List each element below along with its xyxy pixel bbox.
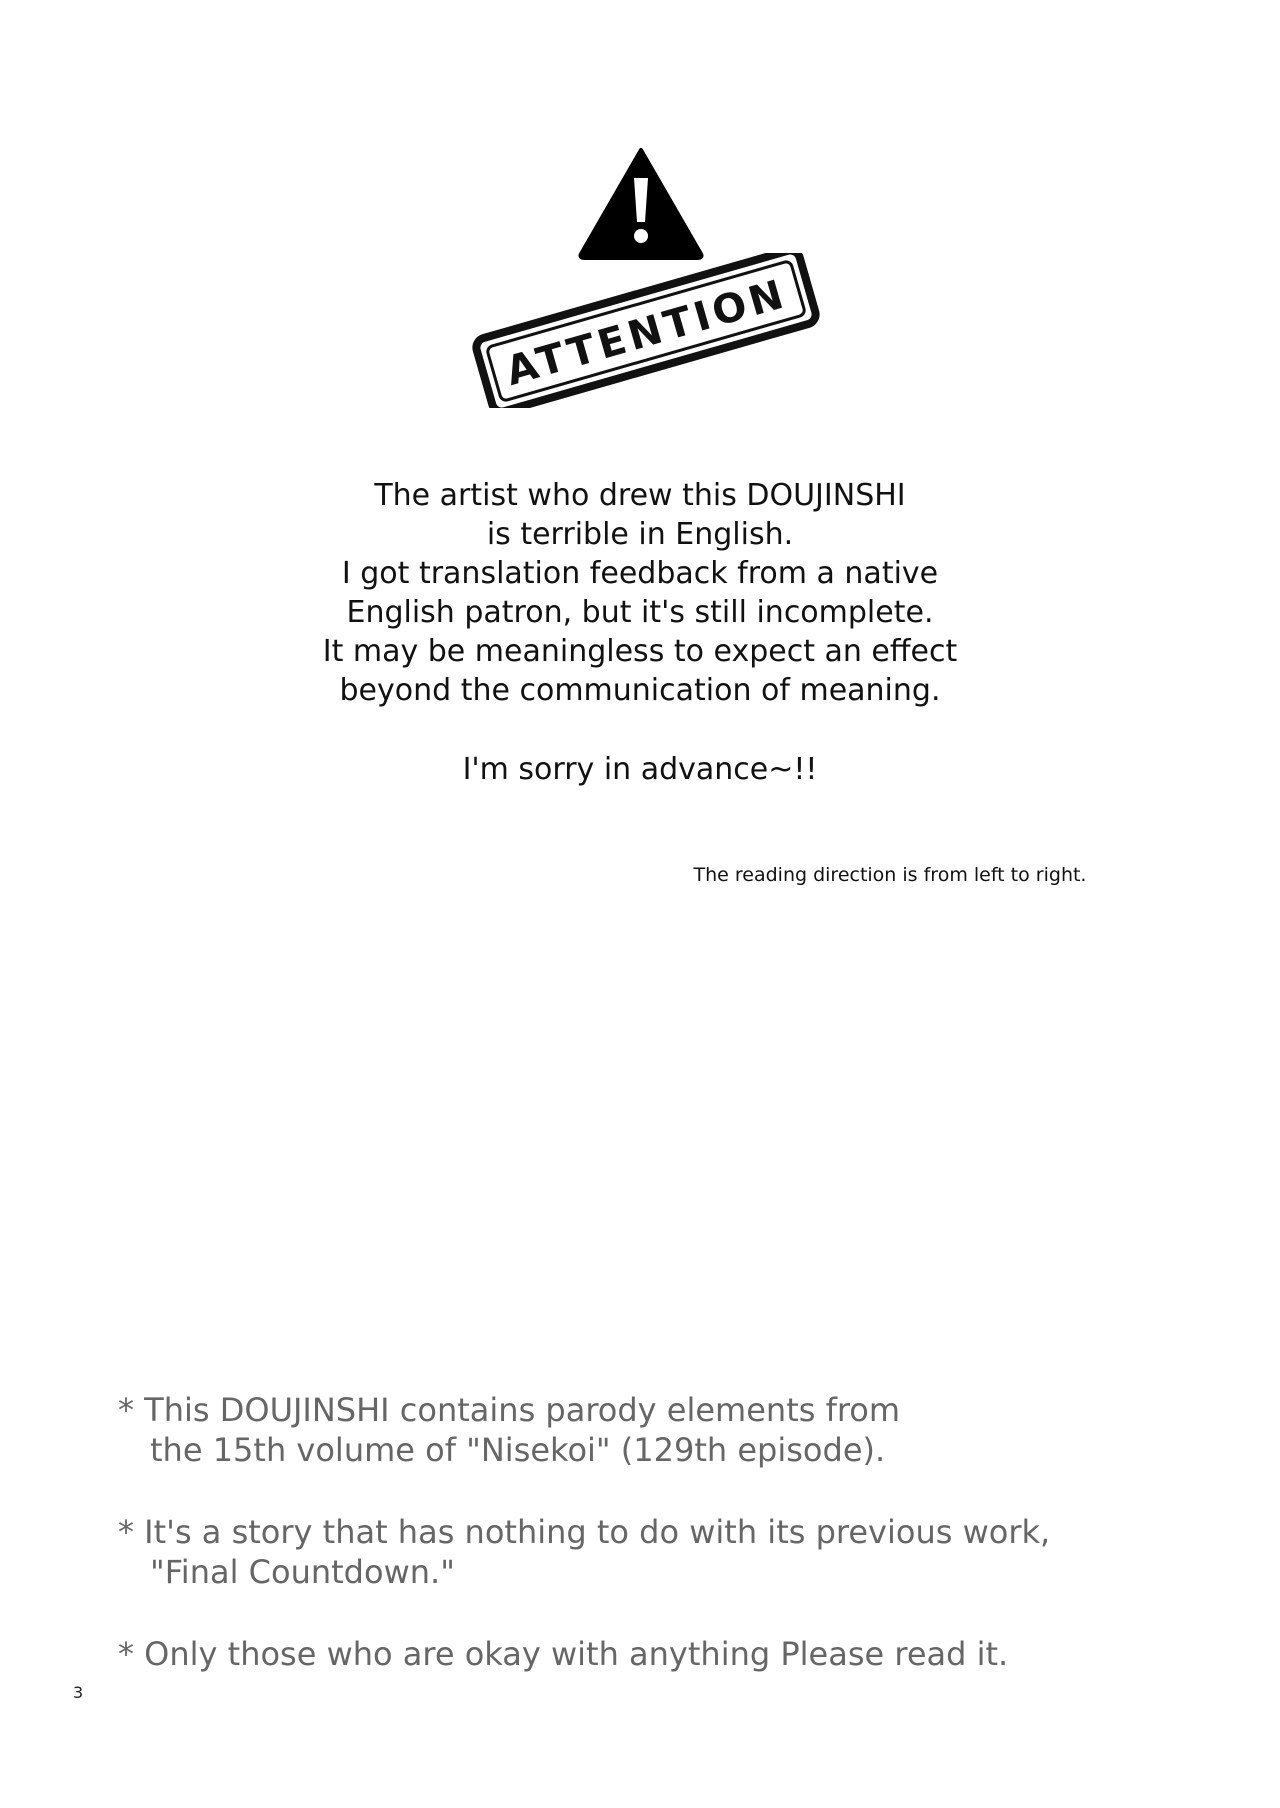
footnote-line: * It's a story that has nothing to do with its previous work, <box>118 1513 1051 1551</box>
reading-direction-note: The reading direction is from left to right. <box>693 864 1087 886</box>
warning-triangle-icon <box>577 146 705 260</box>
page-number: 3 <box>73 1683 84 1702</box>
notice-line: I got translation feedback from a native <box>341 556 939 591</box>
translation-notice <box>240 476 1040 710</box>
footnote-item <box>118 1634 1178 1674</box>
notice-line: English patron, but it's still incomplete. <box>346 595 934 630</box>
attention-stamp <box>466 253 826 408</box>
footnote-item <box>118 1390 1178 1470</box>
footnote-line: the 15th volume of "Nisekoi" (129th episode). <box>150 1431 886 1469</box>
footnotes <box>118 1390 1178 1716</box>
notice-line: is terrible in English. <box>486 517 794 552</box>
apology-text: I'm sorry in advance~!! <box>462 752 818 787</box>
stamp-text: ATTENTION <box>500 270 793 395</box>
footnote-line: "Final Countdown." <box>150 1553 455 1591</box>
notice-line: It may be meaningless to expect an effect <box>322 634 958 669</box>
footnote-item <box>118 1512 1178 1592</box>
footnote-line: * This DOUJINSHI contains parody elements from <box>118 1391 901 1429</box>
notice-line: beyond the communication of meaning. <box>339 673 941 708</box>
footnote-line: * Only those who are okay with anything Please read it. <box>118 1635 1009 1673</box>
notice-line: The artist who drew this DOUJINSHI <box>374 478 906 513</box>
